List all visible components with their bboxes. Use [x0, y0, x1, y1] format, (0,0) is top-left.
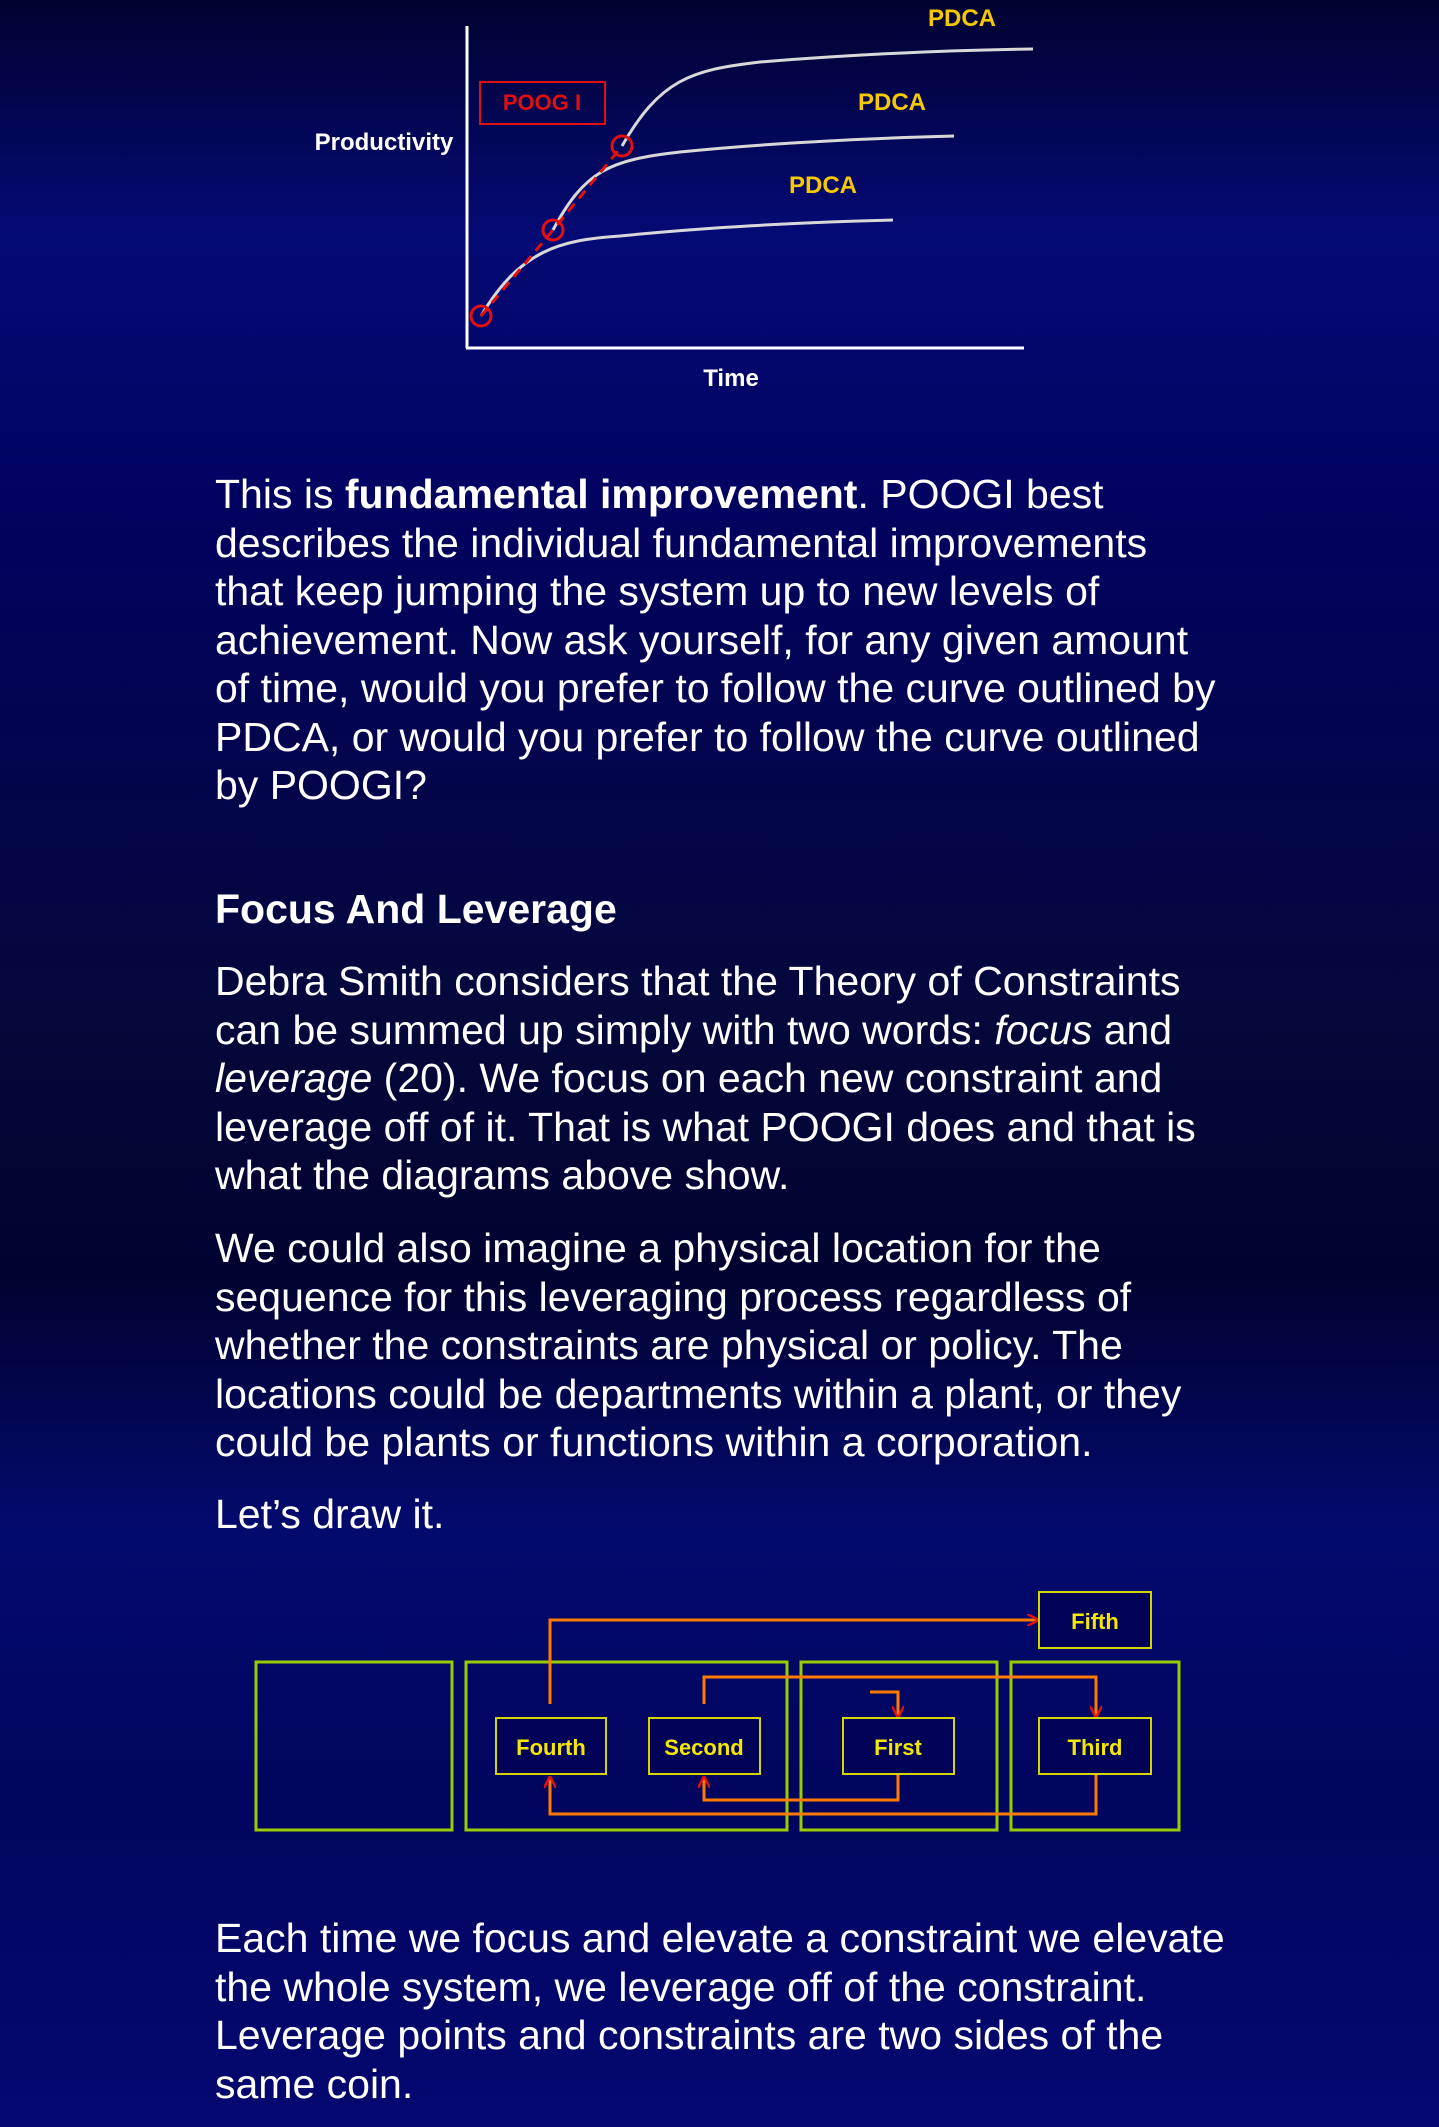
- pdca-curve-top: [622, 49, 1033, 146]
- location-box-1: [256, 1662, 452, 1830]
- pdca-label-bottom: PDCA: [788, 172, 858, 199]
- para2-focus: focus: [994, 1006, 1093, 1053]
- box-first-label: First: [874, 1735, 922, 1760]
- box-fifth-label: Fifth: [1071, 1609, 1119, 1634]
- section-heading: Focus And Leverage: [215, 886, 617, 932]
- para1-suffix: . POOGI best describes the individual fundamental improvements that keep jumping the system up to new levels of achievement. Now ask yourself, for any given amount of time, would you prefer to follow the curve outlined by PDCA, or would you prefer to follow the curve outlined by POOGI?: [215, 471, 1216, 808]
- paragraph-physical-location: We could also imagine a physical location for the sequence for this leveraging process regardless of whether the constraints are physical or policy. The locations could be departments within a plant, or they could be plants or functions within a corporation.: [215, 1225, 1182, 1465]
- paragraph-fundamental-improvement: [215, 470, 1225, 810]
- pdca-label-top: PDCA: [927, 5, 997, 32]
- arrow-second-to-third: [704, 1677, 1096, 1716]
- poog-dashed-path: [481, 146, 622, 316]
- box-second-label: Second: [664, 1735, 744, 1760]
- pdca-label-middle: PDCA: [857, 89, 927, 116]
- para2-part2: and: [1092, 1006, 1173, 1053]
- y-axis-label: Productivity: [314, 129, 454, 156]
- box-third-label: Third: [1067, 1735, 1123, 1760]
- arrow-third-to-fourth: [550, 1773, 1096, 1814]
- para2-part1: Debra Smith considers that the Theory of Constraints can be summed up simply with two words:: [215, 958, 1181, 1053]
- poogi-productivity-diagram: [0, 0, 1439, 400]
- x-axis-label: Time: [703, 365, 759, 392]
- paragraph-lets-draw: Let’s draw it.: [215, 1491, 445, 1537]
- para1-bold: fundamental improvement: [344, 471, 858, 517]
- box-fourth-label: Fourth: [516, 1735, 586, 1760]
- para1-prefix: This is: [215, 471, 345, 517]
- poog-label: POOG I: [502, 90, 582, 115]
- arrow-into-first: [870, 1692, 898, 1716]
- para2-part3: (20). We focus on each new constraint and leverage off of it. That is what POOGI does and that is what the diagrams above show.: [215, 1055, 1196, 1198]
- paragraph-focus-leverage: [215, 957, 1225, 1200]
- leverage-sequence-diagram: [0, 1560, 1439, 1860]
- paragraph-leverage-points: Each time we focus and elevate a constraint we elevate the whole system, we leverage off of the constraint. Leverage points and constraints are two sides of the same coin.: [215, 1915, 1225, 2107]
- para2-leverage: leverage: [215, 1055, 373, 1101]
